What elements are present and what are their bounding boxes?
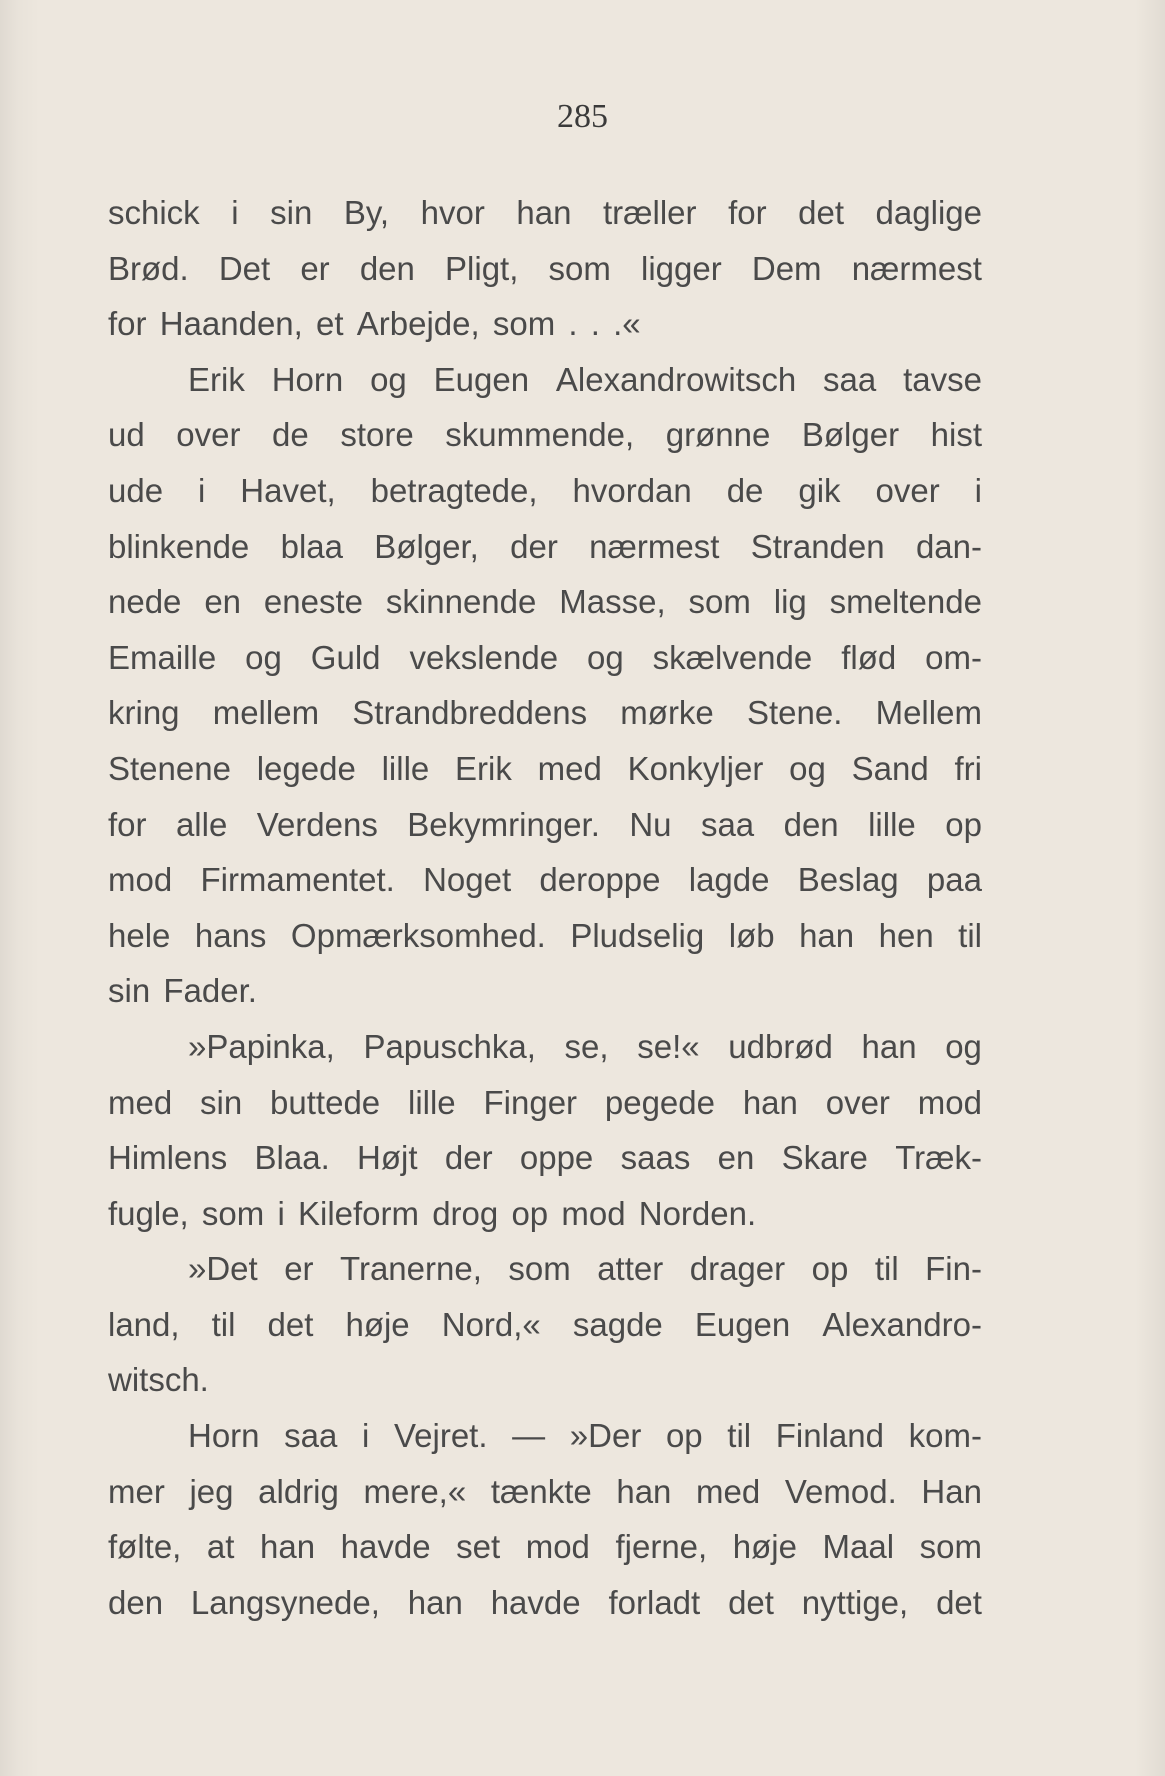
text-line: den Langsynede, han havde forladt det nyttige, det xyxy=(108,1583,982,1621)
text-line: schick i sin By, hvor han træller for det daglige xyxy=(108,194,982,231)
text-line: Horn saa i Vejret. — »Der op til Finland kom- xyxy=(188,1417,982,1455)
text-line: Himlens Blaa. Højt der oppe saas en Skare Træk- xyxy=(108,1139,982,1177)
text-line: ude i Havet, betragtede, hvordan de gik over i xyxy=(108,471,982,509)
text-line: ud over de store skummende, grønne Bølger hist xyxy=(108,416,982,454)
body-text xyxy=(108,185,982,1630)
text-line: kring mellem Strandbreddens mørke Stene. Mellem xyxy=(108,694,982,732)
text-line: Brød. Det er den Pligt, som ligger Dem nærmest xyxy=(108,249,982,287)
text-line: for alle Verdens Bekymringer. Nu saa den lille op xyxy=(108,805,982,843)
text-line: nede en eneste skinnende Masse, som lig smeltende xyxy=(108,583,982,621)
text-line: følte, at han havde set mod fjerne, høje Maal som xyxy=(108,1528,982,1566)
text-line: mer jeg aldrig mere,« tænkte han med Vemod. Han xyxy=(108,1472,982,1510)
text-line: Emaille og Guld vekslende og skælvende flød om- xyxy=(108,638,982,676)
page-number: 285 xyxy=(557,98,608,135)
text-line: Stenene legede lille Erik med Konkyljer og Sand fri xyxy=(108,749,982,787)
text-line: Erik Horn og Eugen Alexandrowitsch saa tavse xyxy=(188,360,982,398)
text-line: fugle, som i Kileform drog op mod Norden. xyxy=(108,1194,757,1232)
text-line: sin Fader. xyxy=(108,972,257,1010)
text-line: mod Firmamentet. Noget deroppe lagde Beslag paa xyxy=(108,861,982,899)
text-line: »Papinka, Papuschka, se, se!« udbrød han og xyxy=(188,1027,982,1065)
text-line: hele hans Opmærksomhed. Pludselig løb han hen til xyxy=(108,916,982,954)
text-line: »Det er Tranerne, som atter drager op til Fin- xyxy=(188,1250,982,1288)
text-line: land, til det høje Nord,« sagde Eugen Alexandro- xyxy=(108,1305,982,1343)
text-line: witsch. xyxy=(108,1361,209,1399)
text-line: blinkende blaa Bølger, der nærmest Stranden dan- xyxy=(108,527,982,565)
text-line: for Haanden, et Arbejde, som . . .« xyxy=(108,305,641,343)
text-line: med sin buttede lille Finger pegede han over mod xyxy=(108,1083,982,1121)
